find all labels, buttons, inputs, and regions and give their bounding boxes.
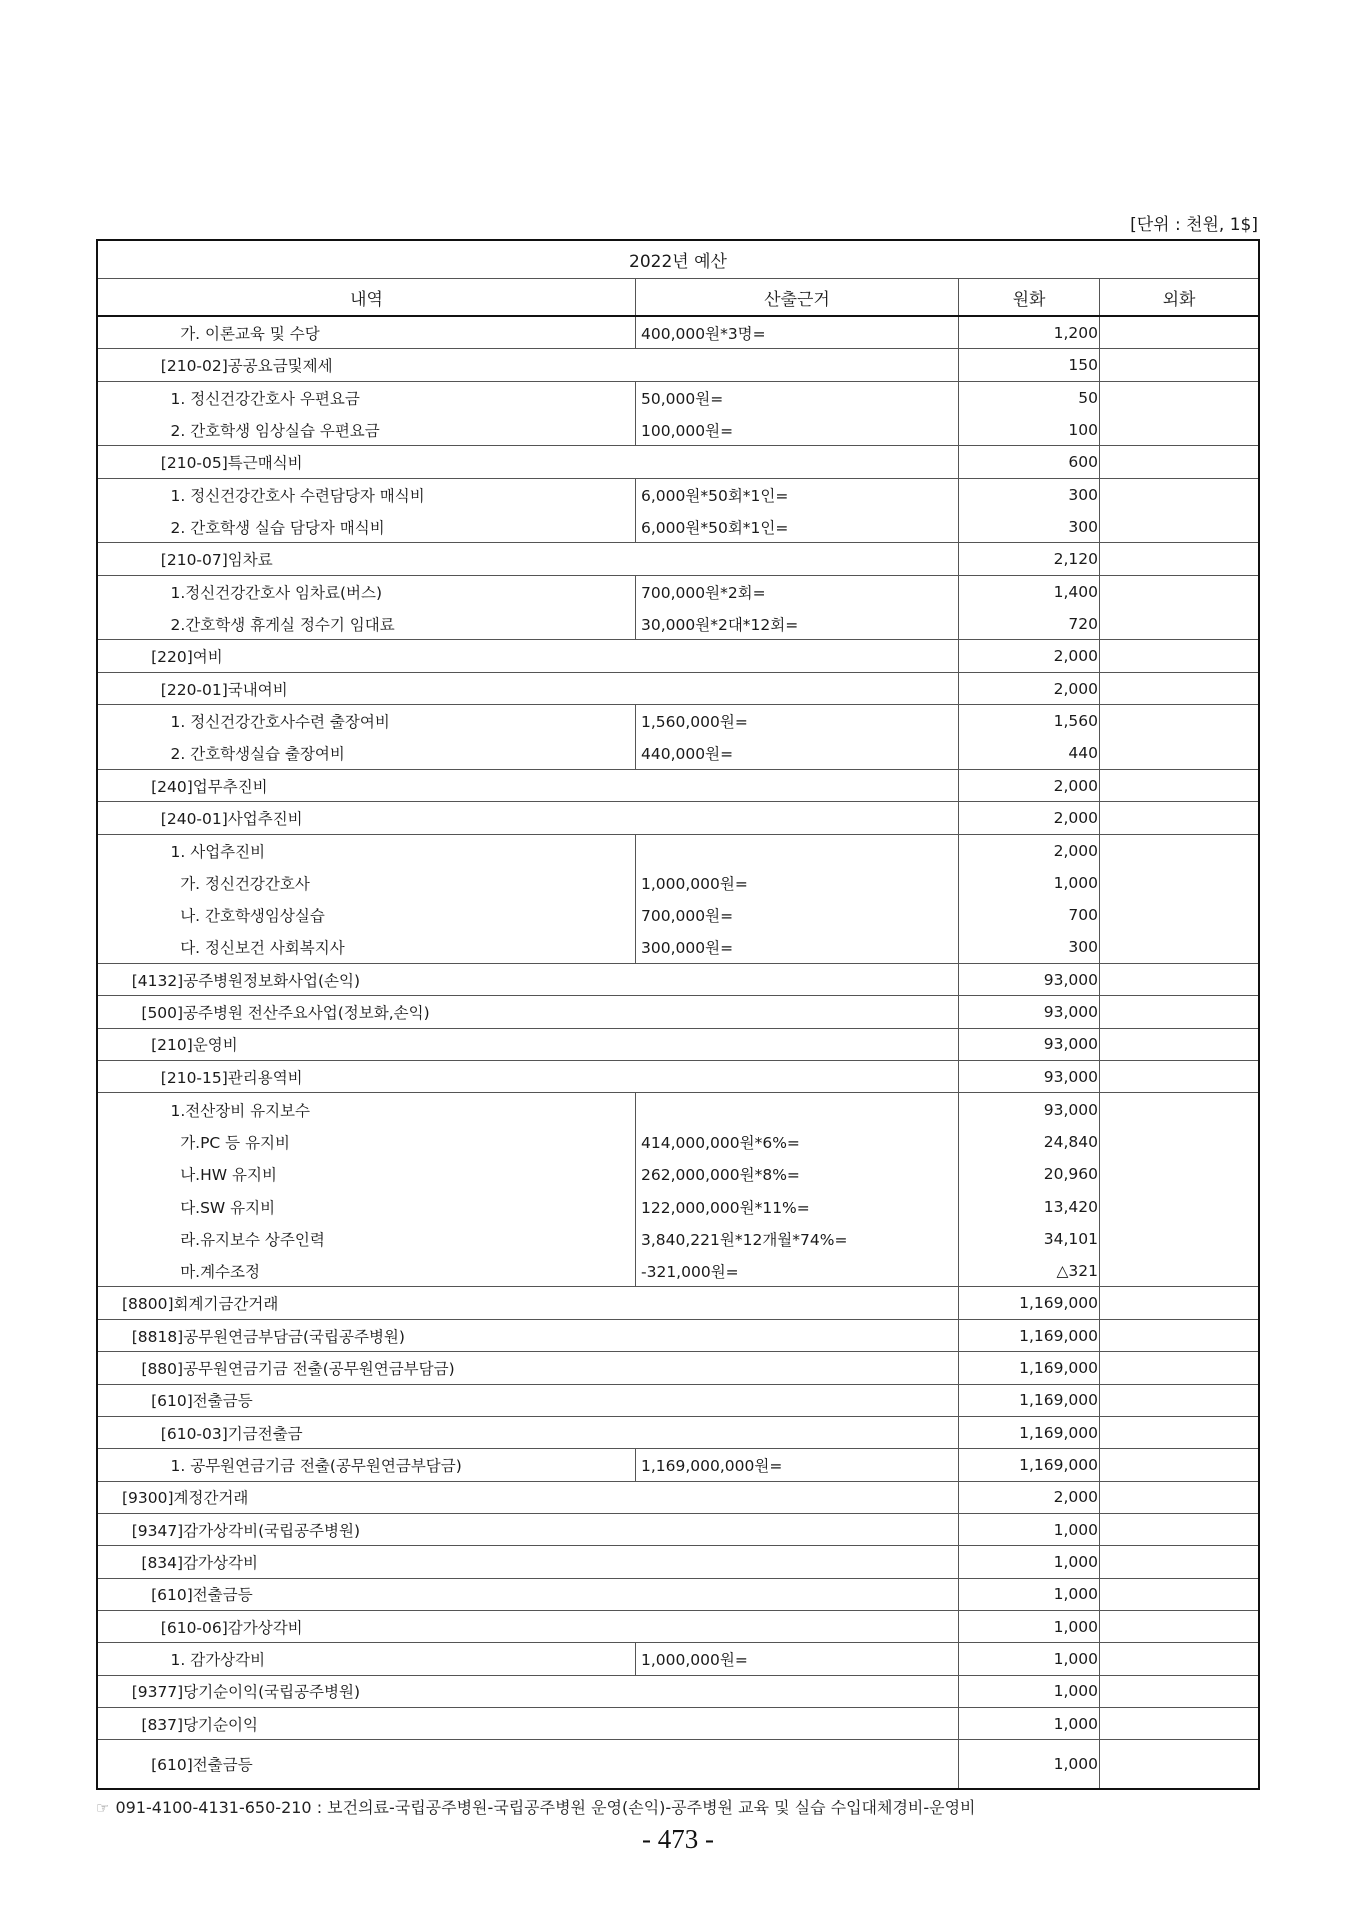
column-divider (635, 1643, 636, 1675)
cell-item: [8818]공무원연금부담금(국립공주병원) (131, 1327, 405, 1346)
cell-foreign (1099, 738, 1258, 769)
table-row (98, 1449, 1258, 1481)
cell-foreign (1099, 1126, 1258, 1158)
cell-krw: 1,000 (1053, 1755, 1098, 1774)
table-row (98, 1255, 1258, 1287)
cell-krw: 2,000 (1053, 776, 1098, 795)
cell-krw: 2,000 (1053, 1488, 1098, 1507)
cell-item: 1. 감가상각비 (170, 1651, 266, 1670)
cell-item: 2.간호학생 휴게실 정수기 임대료 (170, 615, 395, 634)
table-row (98, 964, 1258, 996)
table-row (98, 770, 1258, 802)
cell-item: [610]전출금등 (151, 1586, 253, 1605)
cell-krw: 2,000 (1053, 808, 1098, 827)
cell-foreign (1099, 1514, 1258, 1545)
cell-krw: △321 (1056, 1261, 1098, 1280)
cell-foreign (1099, 1740, 1258, 1788)
cell-foreign (1099, 996, 1258, 1027)
cell-foreign (1099, 1352, 1258, 1383)
cell-krw: 150 (1068, 356, 1098, 375)
cell-krw: 1,560 (1053, 712, 1098, 731)
cell-krw: 13,420 (1043, 1197, 1098, 1216)
cell-foreign (1099, 835, 1258, 867)
cell-krw: 24,840 (1043, 1132, 1098, 1151)
cell-foreign (1099, 1320, 1258, 1351)
column-divider (635, 1449, 636, 1481)
cell-item: [240]업무추진비 (151, 777, 268, 796)
cell-krw: 1,000 (1053, 1585, 1098, 1604)
cell-foreign (1099, 1158, 1258, 1190)
table-row (98, 414, 1258, 446)
header-foreign: 외화 (1099, 279, 1258, 315)
cell-foreign (1099, 382, 1258, 414)
cell-basis: 1,560,000원= (641, 713, 748, 732)
cell-krw: 1,169,000 (1019, 1455, 1098, 1474)
cell-foreign (1099, 1643, 1258, 1674)
cell-item: [210-02]공공요금및제세 (160, 357, 333, 376)
cell-item: [210-07]임차료 (160, 551, 273, 570)
table-row (98, 932, 1258, 964)
cell-item: [220]여비 (151, 648, 223, 667)
table-row (98, 543, 1258, 575)
footer-text: 091-4100-4131-650-210 : 보건의료-국립공주병원-국립공주병원 운영(손익)-공주병원 교육 및 실습 수입대체경비-운영비 (115, 1798, 976, 1817)
cell-item: [610]전출금등 (151, 1392, 253, 1411)
cell-item: [880]공무원연금기금 전출(공무원연금부담금) (141, 1359, 455, 1378)
cell-foreign (1099, 1190, 1258, 1222)
cell-item: [837]당기순이익 (141, 1715, 258, 1734)
column-divider (635, 835, 636, 964)
cell-item: 1. 정신건강간호사수련 출장여비 (170, 713, 390, 732)
cell-krw: 1,000 (1053, 874, 1098, 893)
cell-foreign (1099, 479, 1258, 511)
cell-item: 1.정신건강간호사 임차료(버스) (170, 583, 382, 602)
cell-item: 1. 사업추진비 (170, 842, 266, 861)
column-divider (1099, 317, 1100, 1788)
table-row (98, 1385, 1258, 1417)
table-row (98, 1029, 1258, 1061)
cell-krw: 2,120 (1053, 550, 1098, 569)
table-row (98, 446, 1258, 478)
column-divider (635, 576, 636, 641)
cell-basis: 400,000원*3명= (641, 324, 766, 343)
cell-foreign (1099, 1546, 1258, 1577)
cell-foreign (1099, 1029, 1258, 1060)
cell-krw: 1,000 (1053, 1520, 1098, 1539)
cell-foreign (1099, 1708, 1258, 1739)
cell-item: [240-01]사업추진비 (160, 809, 303, 828)
cell-item: 나.HW 유지비 (180, 1166, 277, 1185)
cell-foreign (1099, 1676, 1258, 1707)
cell-basis: 122,000,000원*11%= (641, 1198, 810, 1217)
table-row (98, 1093, 1258, 1125)
cell-item: [610]전출금등 (151, 1756, 253, 1775)
cell-basis: 3,840,221원*12개월*74%= (641, 1230, 848, 1249)
table-row (98, 996, 1258, 1028)
table-row (98, 1061, 1258, 1093)
table-row (98, 1611, 1258, 1643)
cell-foreign (1099, 543, 1258, 574)
cell-krw: 600 (1068, 453, 1098, 472)
table-row (98, 1288, 1258, 1320)
cell-item: 다.SW 유지비 (180, 1198, 276, 1217)
cell-foreign (1099, 802, 1258, 833)
table-row (98, 576, 1258, 608)
cell-krw: 1,000 (1053, 1682, 1098, 1701)
cell-item: 1. 공무원연금기금 전출(공무원연금부담금) (170, 1456, 462, 1475)
budget-table (96, 239, 1260, 1790)
cell-basis: 1,169,000,000원= (641, 1456, 783, 1475)
cell-item: 라.유지보수 상주인력 (180, 1230, 325, 1249)
cell-item: 가.PC 등 유지비 (180, 1133, 291, 1152)
column-divider (635, 1093, 636, 1287)
table-row (98, 479, 1258, 511)
page-number: - 473 - (642, 1824, 714, 1854)
cell-foreign (1099, 511, 1258, 542)
cell-foreign (1099, 867, 1258, 899)
cell-krw: 100 (1068, 420, 1098, 439)
cell-foreign (1099, 1288, 1258, 1319)
pointing-hand-icon: ☞ (96, 1799, 110, 1817)
cell-basis: 100,000원= (641, 421, 734, 440)
cell-foreign (1099, 414, 1258, 445)
cell-item: 2. 간호학생 실습 담당자 매식비 (170, 518, 385, 537)
table-row (98, 1676, 1258, 1708)
cell-basis: 1,000,000원= (641, 1651, 748, 1670)
cell-krw: 300 (1068, 938, 1098, 957)
cell-basis (635, 835, 958, 867)
cell-basis: 6,000원*50회*1인= (641, 518, 789, 537)
table-row (98, 705, 1258, 737)
cell-krw: 1,400 (1053, 582, 1098, 601)
table-row (98, 1546, 1258, 1578)
cell-krw: 93,000 (1043, 1035, 1098, 1054)
table-row (98, 511, 1258, 543)
cell-item: [610-06]감가상각비 (160, 1618, 303, 1637)
cell-krw: 1,169,000 (1019, 1423, 1098, 1442)
cell-krw: 300 (1068, 485, 1098, 504)
table-row (98, 802, 1258, 834)
table-row (98, 835, 1258, 867)
table-row (98, 641, 1258, 673)
table-row (98, 317, 1258, 349)
cell-krw: 1,000 (1053, 1650, 1098, 1669)
cell-krw: 440 (1068, 744, 1098, 763)
table-row (98, 1190, 1258, 1222)
table-row (98, 382, 1258, 414)
header-krw: 원화 (958, 279, 1099, 315)
cell-item: 마.계수조정 (180, 1262, 260, 1281)
table-title: 2022년 예산 (98, 241, 1258, 279)
cell-krw: 1,200 (1053, 323, 1098, 342)
cell-basis: 50,000원= (641, 389, 724, 408)
column-divider (635, 382, 636, 447)
table-row (98, 1579, 1258, 1611)
header-item: 내역 (350, 289, 383, 310)
cell-krw: 2,000 (1053, 647, 1098, 666)
cell-krw: 300 (1068, 517, 1098, 536)
table-row (98, 1482, 1258, 1514)
cell-basis: 414,000,000원*6%= (641, 1133, 800, 1152)
cell-item: 가. 이론교육 및 수당 (180, 324, 320, 343)
cell-foreign (1099, 1223, 1258, 1255)
cell-foreign (1099, 1482, 1258, 1513)
cell-foreign (1099, 770, 1258, 801)
column-divider (635, 705, 636, 770)
cell-krw: 700 (1068, 906, 1098, 925)
cell-basis: 1,000,000원= (641, 875, 748, 894)
column-divider (635, 479, 636, 544)
cell-foreign (1099, 608, 1258, 639)
cell-krw: 93,000 (1043, 970, 1098, 989)
cell-krw: 2,000 (1053, 841, 1098, 860)
table-row (98, 1417, 1258, 1449)
cell-item: [610-03]기금전출금 (160, 1424, 303, 1443)
header-basis: 산출근거 (635, 279, 958, 315)
cell-foreign (1099, 317, 1258, 348)
cell-item: [834]감가상각비 (141, 1553, 258, 1572)
cell-basis: 700,000원= (641, 907, 734, 926)
table-row (98, 1514, 1258, 1546)
cell-krw: 1,000 (1053, 1552, 1098, 1571)
cell-basis: 300,000원= (641, 939, 734, 958)
cell-foreign (1099, 1611, 1258, 1642)
cell-foreign (1099, 1417, 1258, 1448)
cell-item: [210-05]특근매식비 (160, 454, 303, 473)
cell-item: 다. 정신보건 사회복지사 (180, 939, 345, 958)
cell-krw: 93,000 (1043, 1067, 1098, 1086)
cell-item: 나. 간호학생임상실습 (180, 907, 325, 926)
table-row (98, 899, 1258, 931)
cell-foreign (1099, 1093, 1258, 1125)
cell-item: [9377]당기순이익(국립공주병원) (131, 1683, 361, 1702)
table-row (98, 1223, 1258, 1255)
cell-item: [210-15]관리용역비 (160, 1068, 303, 1087)
cell-foreign (1099, 576, 1258, 608)
table-row (98, 1352, 1258, 1384)
cell-foreign (1099, 1385, 1258, 1416)
cell-krw: 20,960 (1043, 1165, 1098, 1184)
cell-item: 1.전산장비 유지보수 (170, 1101, 311, 1120)
column-divider (635, 317, 636, 349)
cell-basis: -321,000원= (641, 1262, 739, 1281)
cell-krw: 1,169,000 (1019, 1391, 1098, 1410)
cell-foreign (1099, 673, 1258, 704)
cell-foreign (1099, 1255, 1258, 1286)
cell-foreign (1099, 964, 1258, 995)
cell-basis: 440,000원= (641, 745, 734, 764)
cell-foreign (1099, 641, 1258, 672)
table-row (98, 1708, 1258, 1740)
cell-krw: 2,000 (1053, 679, 1098, 698)
cell-item: 2. 간호학생실습 출장여비 (170, 745, 345, 764)
cell-item: 가. 정신건강간호사 (180, 875, 310, 894)
cell-foreign (1099, 899, 1258, 931)
cell-foreign (1099, 705, 1258, 737)
cell-basis: 700,000원*2회= (641, 583, 766, 602)
cell-item: [4132]공주병원정보화사업(손익) (131, 971, 361, 990)
unit-label: [단위 : 천원, 1$] (1130, 215, 1258, 235)
cell-basis: 262,000,000원*8%= (641, 1166, 800, 1185)
column-divider (958, 317, 959, 1788)
table-row (98, 738, 1258, 770)
cell-krw: 1,169,000 (1019, 1294, 1098, 1313)
cell-krw: 1,000 (1053, 1617, 1098, 1636)
footer-note (96, 1795, 976, 1818)
cell-foreign (1099, 932, 1258, 963)
table-row (98, 867, 1258, 899)
cell-foreign (1099, 446, 1258, 477)
cell-basis: 30,000원*2대*12회= (641, 615, 799, 634)
cell-foreign (1099, 1449, 1258, 1480)
table-row (98, 608, 1258, 640)
cell-item: [220-01]국내여비 (160, 680, 288, 699)
cell-item: [500]공주병원 전산주요사업(정보화,손익) (141, 1004, 430, 1023)
cell-item: 1. 정신건강간호사 우편요금 (170, 389, 360, 408)
cell-krw: 93,000 (1043, 1100, 1098, 1119)
table-row (98, 1643, 1258, 1675)
cell-item: 1. 정신건강간호사 수련담당자 매식비 (170, 486, 425, 505)
table-row (98, 349, 1258, 381)
cell-krw: 50 (1078, 388, 1098, 407)
cell-basis: 6,000원*50회*1인= (641, 486, 789, 505)
table-row (98, 1126, 1258, 1158)
cell-item: 2. 간호학생 임상실습 우편요금 (170, 421, 380, 440)
cell-krw: 720 (1068, 614, 1098, 633)
cell-krw: 34,101 (1043, 1229, 1098, 1248)
table-row (98, 1740, 1258, 1788)
cell-item: [210]운영비 (151, 1036, 238, 1055)
cell-basis (635, 1093, 958, 1125)
cell-krw: 93,000 (1043, 1003, 1098, 1022)
table-row (98, 1158, 1258, 1190)
table-header-row (98, 279, 1258, 317)
cell-krw: 1,169,000 (1019, 1358, 1098, 1377)
table-row (98, 1320, 1258, 1352)
cell-krw: 1,169,000 (1019, 1326, 1098, 1345)
cell-foreign (1099, 1061, 1258, 1092)
cell-foreign (1099, 1579, 1258, 1610)
cell-item: [9347]감가상각비(국립공주병원) (131, 1521, 361, 1540)
cell-foreign (1099, 349, 1258, 380)
cell-krw: 1,000 (1053, 1714, 1098, 1733)
cell-item: [9300]계정간거래 (122, 1489, 249, 1508)
table-row (98, 673, 1258, 705)
cell-item: [8800]회계기금간거래 (122, 1295, 279, 1314)
